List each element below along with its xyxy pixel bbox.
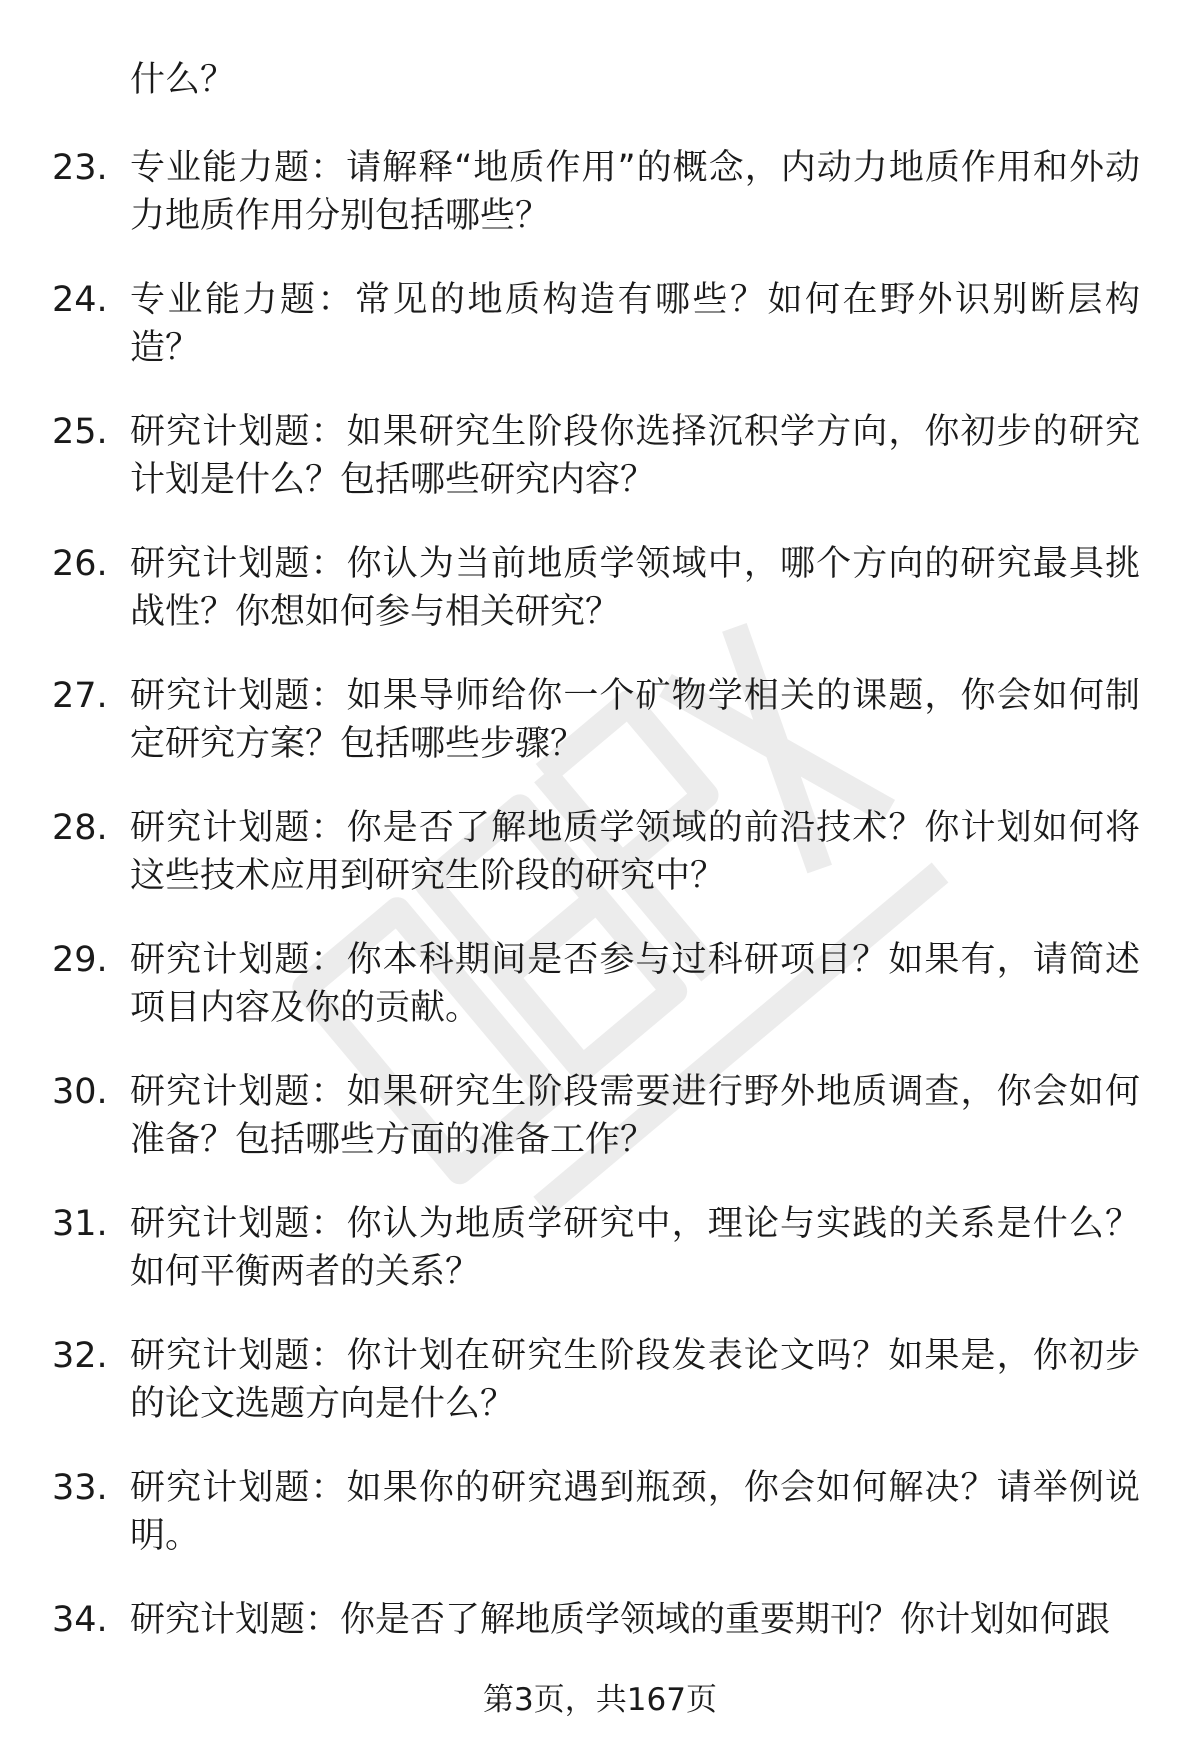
- question-item: [0, 936, 1200, 1068]
- question-item: [0, 144, 1200, 276]
- question-number: 34.: [52, 1600, 108, 1640]
- question-item: [0, 1068, 1200, 1200]
- question-text: 研究计划题：如果导师给你一个矿物学相关的课题，你会如何制定研究方案？包括哪些步骤？: [130, 676, 1140, 764]
- question-item: [0, 1464, 1200, 1596]
- question-item: [0, 672, 1200, 804]
- question-text: 专业能力题：请解释“地质作用”的概念，内动力地质作用和外动力地质作用分别包括哪些？: [130, 148, 1140, 236]
- question-item: [0, 276, 1200, 408]
- question-list: [0, 144, 1200, 1728]
- continuation-text: 什么？: [130, 60, 236, 100]
- question-item: [0, 408, 1200, 540]
- question-number: 27.: [52, 676, 108, 716]
- question-text: 研究计划题：你本科期间是否参与过科研项目？如果有，请简述项目内容及你的贡献。: [130, 940, 1140, 1028]
- question-text: 研究计划题：你认为地质学研究中，理论与实践的关系是什么？如何平衡两者的关系？: [130, 1204, 1140, 1292]
- page-footer: 第3页，共167页: [483, 1682, 717, 1718]
- question-number: 32.: [52, 1336, 108, 1376]
- question-item: [0, 540, 1200, 672]
- question-item: [0, 804, 1200, 936]
- question-number: 31.: [52, 1204, 108, 1244]
- question-item: [0, 1332, 1200, 1464]
- question-number: 24.: [52, 280, 108, 320]
- question-number: 25.: [52, 412, 108, 452]
- question-number: 28.: [52, 808, 108, 848]
- question-text: 研究计划题：你认为当前地质学领域中，哪个方向的研究最具挑战性？你想如何参与相关研究？: [130, 544, 1140, 632]
- question-text: 研究计划题：你计划在研究生阶段发表论文吗？如果是，你初步的论文选题方向是什么？: [130, 1336, 1140, 1424]
- question-number: 29.: [52, 940, 108, 980]
- question-text: 研究计划题：你是否了解地质学领域的重要期刊？你计划如何跟: [130, 1600, 1111, 1640]
- question-number: 26.: [52, 544, 108, 584]
- question-item: [0, 1200, 1200, 1332]
- question-text: 研究计划题：如果研究生阶段需要进行野外地质调查，你会如何准备？包括哪些方面的准备工作？: [130, 1072, 1140, 1160]
- question-text: 专业能力题：常见的地质构造有哪些？如何在野外识别断层构造？: [130, 280, 1140, 368]
- question-text: 研究计划题：如果研究生阶段你选择沉积学方向，你初步的研究计划是什么？包括哪些研究内容？: [130, 412, 1140, 500]
- question-text: 研究计划题：如果你的研究遇到瓶颈，你会如何解决？请举例说明。: [130, 1468, 1140, 1556]
- question-number: 23.: [52, 148, 108, 188]
- question-number: 30.: [52, 1072, 108, 1112]
- question-text: 研究计划题：你是否了解地质学领域的前沿技术？你计划如何将这些技术应用到研究生阶段的研究中？: [130, 808, 1140, 896]
- question-number: 33.: [52, 1468, 108, 1508]
